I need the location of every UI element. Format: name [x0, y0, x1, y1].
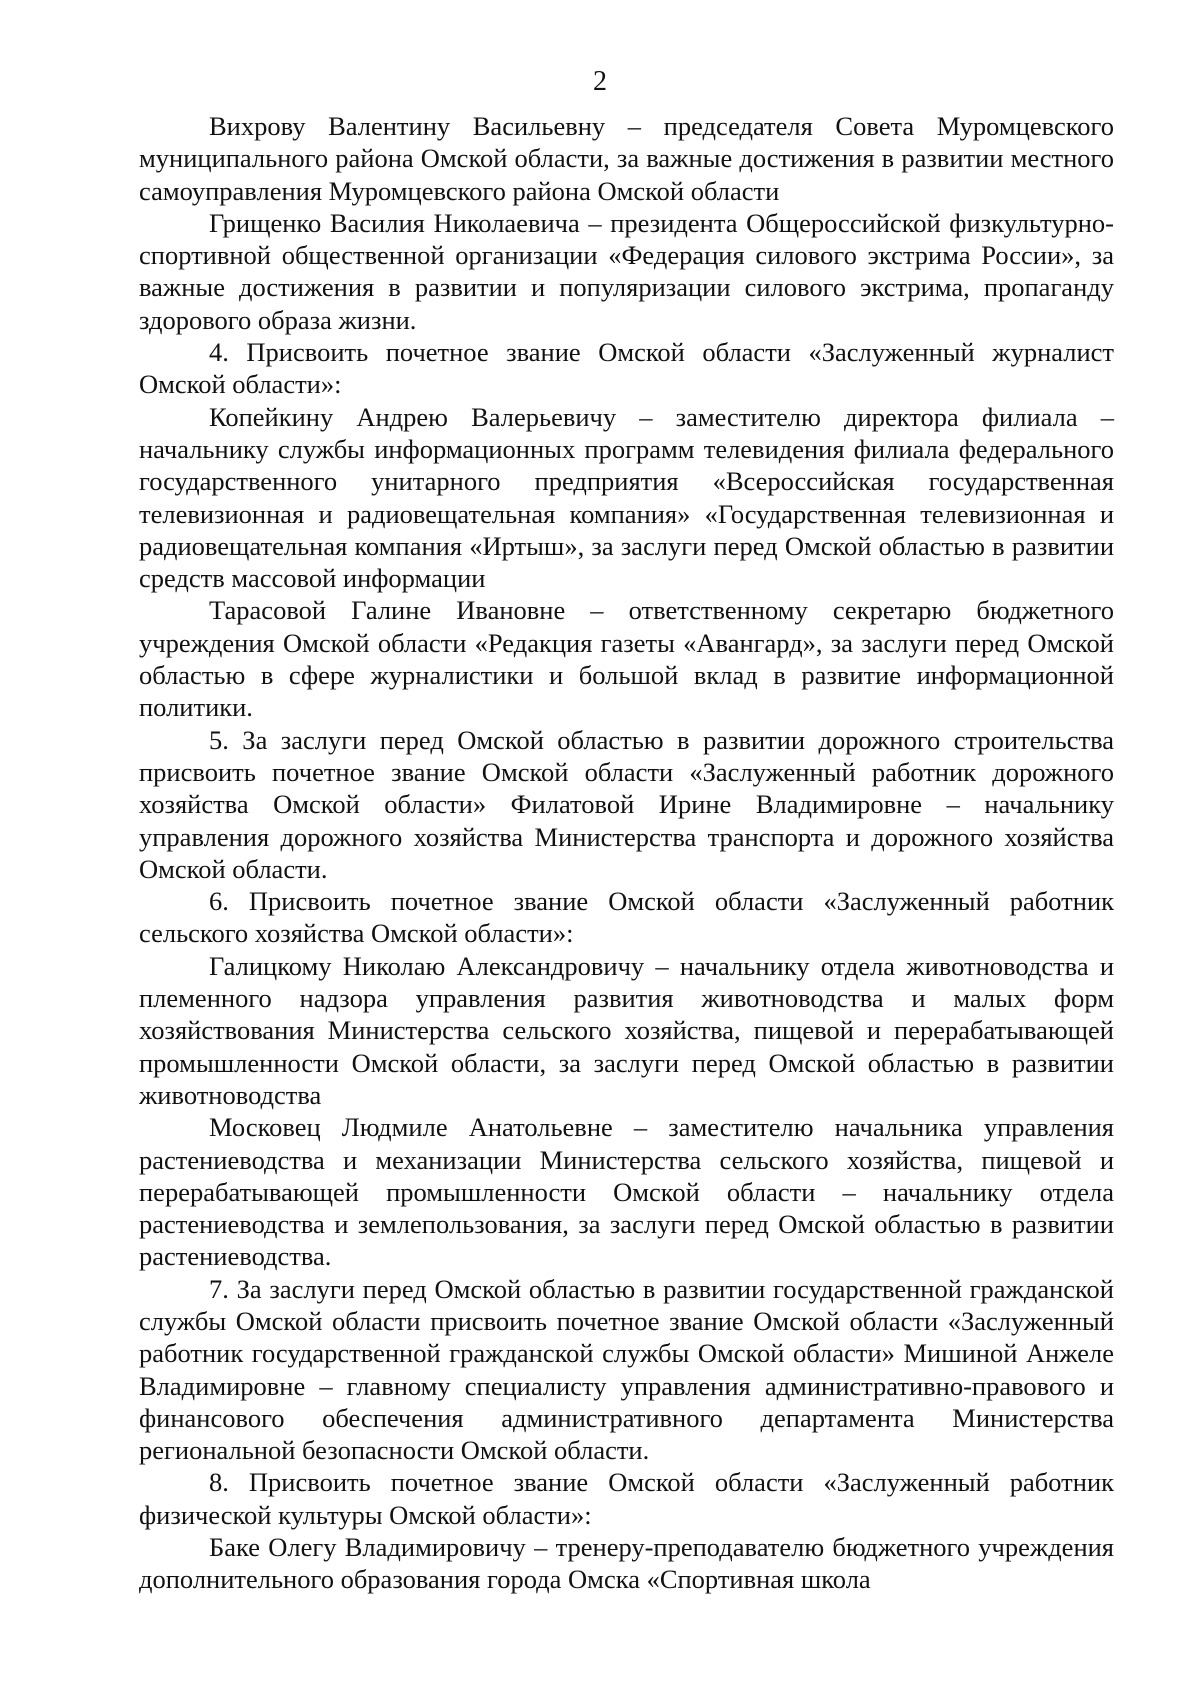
paragraph-galitsky: Галицкому Николаю Александровичу – начальнику отдела животноводства и племенного надзора управления развития животноводства и малых форм хозяйствования Министерства сельского хозяйства, пищевой и перерабатывающей промышленности Омской области, за заслуги перед Омской областью в развитии животноводства [139, 950, 1114, 1110]
paragraph-bake: Баке Олегу Владимировичу – тренеру-преподавателю бюджетного учреждения дополнительного образования города Омска «Спортивная школа [139, 1532, 1114, 1595]
paragraph-item-8: 8. Присвоить почетное звание Омской области «Заслуженный работник физической культуры Омской области»: [139, 1467, 1114, 1530]
paragraph-kopeykin: Копейкину Андрею Валерьевичу – заместителю директора филиала – начальнику службы информационных программ телевидения филиала федерального государственного унитарного предприятия «Всероссийская государственная телевизионная и радиовещательная компания» «Государственная телевизионная и радиовещательная компания «Иртыш», за заслуги перед Омской областью в развитии средств массовой информации [139, 401, 1114, 594]
paragraph-item-7: 7. За заслуги перед Омской областью в развитии государственной гражданской службы Омской области присвоить почетное звание Омской области «Заслуженный работник государственной гражданской службы Омской области» Мишиной Анжеле Владимировне – главному специалисту управления административно-правового и финансового обеспечения административного департамента Министерства региональной безопасности Омской области. [139, 1273, 1114, 1466]
document-body [139, 110, 1114, 1596]
paragraph-grishchenko: Грищенко Василия Николаевича – президента Общероссийской физкультурно-спортивной общественной организации «Федерация силового экстрима России», за важные достижения в развитии и популяризации силового экстрима, пропаганду здорового образа жизни. [139, 207, 1114, 335]
paragraph-item-5: 5. За заслуги перед Омской областью в развитии дорожного строительства присвоить почетное звание Омской области «Заслуженный работник дорожного хозяйства Омской области» Филатовой Ирине Владимировне – начальнику управления дорожного хозяйства Министерства транспорта и дорожного хозяйства Омской области. [139, 724, 1114, 884]
paragraph-vikhrova: Вихрову Валентину Васильевну – председателя Совета Муромцевского муниципального района Омской области, за важные достижения в развитии местного самоуправления Муромцевского района Омской области [139, 111, 1114, 206]
paragraph-item-4: 4. Присвоить почетное звание Омской области «Заслуженный журналист Омской области»: [139, 337, 1114, 400]
paragraph-tarasova: Тарасовой Галине Ивановне – ответственному секретарю бюджетного учреждения Омской области «Редакция газеты «Авангард», за заслуги перед Омской областью в сфере журналистики и большой вклад в развитие информационной политики. [139, 595, 1114, 723]
paragraph-item-6: 6. Присвоить почетное звание Омской области «Заслуженный работник сельского хозяйства Омской области»: [139, 886, 1114, 949]
paragraph-moskovets: Московец Людмиле Анатольевне – заместителю начальника управления растениеводства и механизации Министерства сельского хозяйства, пищевой и перерабатывающей промышленности Омской области – начальнику отдела растениеводства и землепользования, за заслуги перед Омской областью в развитии растениеводства. [139, 1112, 1114, 1272]
page-number: 2 [593, 66, 607, 97]
